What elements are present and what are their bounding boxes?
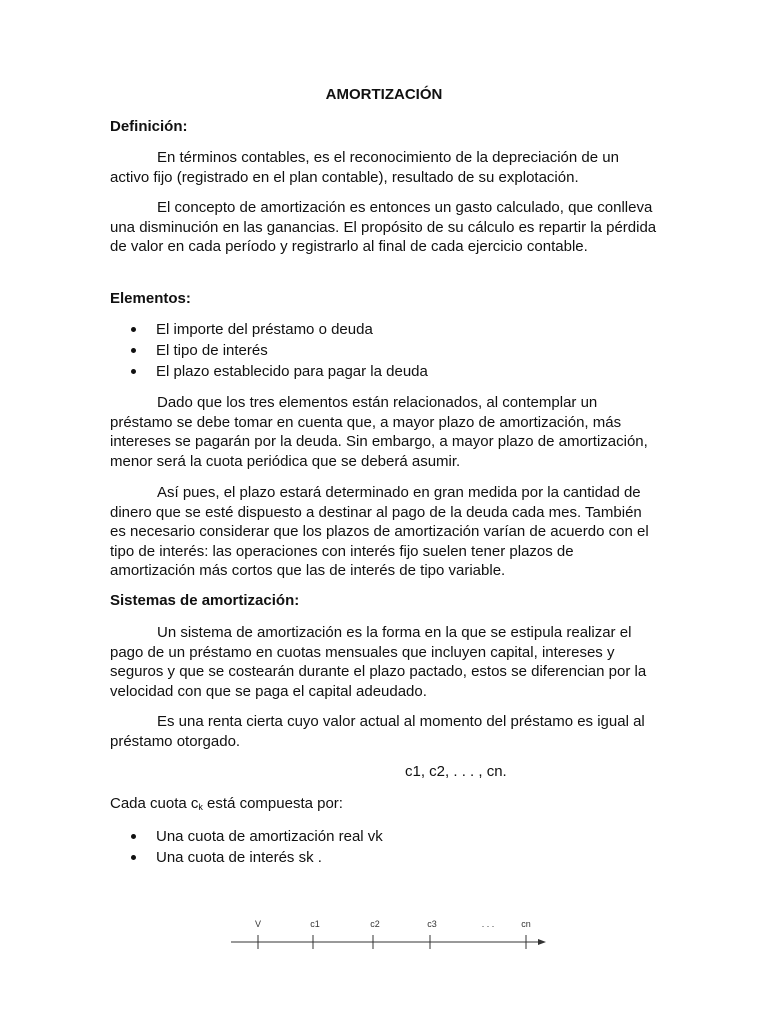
- list-item: [110, 826, 383, 847]
- timeline-label-c2: c2: [370, 919, 380, 929]
- list-item: [110, 340, 428, 361]
- timeline-label-c1: c1: [310, 919, 320, 929]
- elementos-paragraph-2: Así pues, el plazo estará determinado en gran medida por la cantidad de dinero que se esté dispuesto a destinar al pago de la deuda cada mes. También es necesario considerar que los plazos de amortización varían de acuerdo con el tipo de interés: las operaciones con interés fijo suelen tener plazos de amortización más cortos que las de interés de tipo variable.: [110, 484, 649, 579]
- definicion-paragraph-2: El concepto de amortización es entonces un gasto calculado, que conlleva una disminución en las ganancias. El propósito de su cálculo es repartir la pérdida de valor en cada período y registrarlo al final de cada ejercicio contable.: [110, 199, 657, 255]
- bullet-icon: [131, 855, 136, 860]
- list-item-text: El plazo establecido para pagar la deuda: [156, 363, 428, 380]
- timeline-label-v: V: [254, 919, 262, 929]
- timeline-label-c3: c3: [427, 919, 437, 929]
- sistemas-heading: Sistemas de amortización:: [110, 592, 300, 609]
- cuota-suffix: está compuesta por:: [202, 795, 343, 812]
- definicion-paragraph-1: En términos contables, es el reconocimiento de la depreciación de un activo fijo (registrado en el plan contable), resultado de su explotación.: [110, 149, 619, 186]
- cuotas-formula: c1, c2, . . . , cn.: [405, 763, 507, 780]
- list-item: [110, 319, 428, 340]
- list-item-text: Una cuota de interés sk .: [156, 849, 322, 866]
- bullet-icon: [131, 327, 136, 332]
- cuota-list: [110, 826, 383, 868]
- payment-timeline-diagram: [228, 910, 558, 960]
- list-item: [110, 361, 428, 382]
- timeline-label-ellipsis: . . .: [481, 919, 495, 929]
- bullet-icon: [131, 369, 136, 374]
- elementos-list: [110, 319, 428, 382]
- cuota-prefix: Cada cuota c: [110, 795, 199, 812]
- elementos-heading: Elementos:: [110, 290, 191, 307]
- document-title: AMORTIZACIÓN: [325, 86, 443, 103]
- list-item-text: El importe del préstamo o deuda: [156, 321, 373, 338]
- cuota-composition-line: [110, 795, 343, 812]
- list-item-text: El tipo de interés: [156, 342, 268, 359]
- timeline-label-cn: cn: [521, 919, 531, 929]
- list-item-text: Una cuota de amortización real vk: [156, 828, 383, 845]
- definicion-heading: Definición:: [110, 118, 188, 135]
- list-item: [110, 847, 383, 868]
- bullet-icon: [131, 834, 136, 839]
- elementos-paragraph-1: Dado que los tres elementos están relacionados, al contemplar un préstamo se debe tomar en cuenta que, a mayor plazo de amortización, más intereses se pagarán por la deuda. Sin embargo, a mayor plazo de amortización, menor será la cuota periódica que se deberá asumir.: [110, 394, 648, 470]
- sistemas-paragraph-1: Un sistema de amortización es la forma en la que se estipula realizar el pago de un préstamo en cuotas mensuales que incluyen capital, intereses y seguros y que se costearán durante el plazo pactado, estos se diferencian por la velocidad con que se paga el capital adeudado.: [110, 624, 647, 700]
- cuota-subscript: k: [198, 802, 203, 812]
- timeline-arrow-icon: [538, 939, 546, 945]
- bullet-icon: [131, 348, 136, 353]
- sistemas-paragraph-2: Es una renta cierta cuyo valor actual al momento del préstamo es igual al préstamo otorgado.: [110, 713, 645, 750]
